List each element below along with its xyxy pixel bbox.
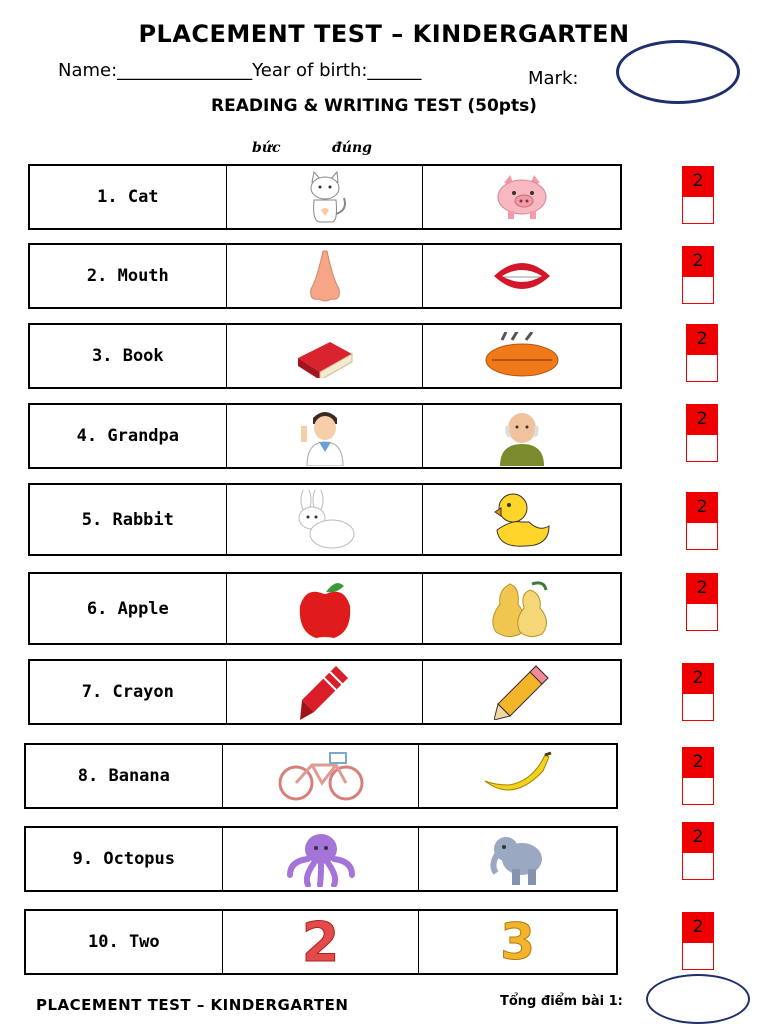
score-value: 2 [682,166,714,196]
score-input[interactable] [686,434,718,462]
hint-wrong: bức [252,140,281,156]
banana-icon[interactable] [419,745,616,807]
number-three-picture: 3 [500,913,536,971]
name-birth-line: Name:_______________Year of birth:______ [58,60,422,81]
book-icon[interactable] [227,325,424,387]
score-input[interactable] [682,196,714,224]
score-input[interactable] [686,522,718,550]
mouth-icon[interactable] [423,245,620,307]
score-input[interactable] [682,276,714,304]
apple-icon[interactable] [227,574,424,643]
score-box-4 [686,404,718,462]
mark-oval [616,40,740,104]
rabbit-icon[interactable] [227,485,424,554]
score-box-5 [686,492,718,550]
score-input[interactable] [682,852,714,880]
question-row-7 [28,659,622,725]
score-value: 2 [682,912,714,942]
question-row-6 [28,572,622,645]
page-title: PLACEMENT TEST – KINDERGARTEN [138,20,630,48]
score-value: 2 [682,822,714,852]
question-row-10 [24,909,618,975]
score-box-10 [682,912,714,970]
score-value: 2 [682,663,714,693]
score-box-7 [682,663,714,721]
score-value: 2 [682,747,714,777]
score-box-6 [686,573,718,631]
score-box-8 [682,747,714,805]
score-value: 2 [686,324,718,354]
elephant-icon[interactable] [419,828,616,890]
pencil-icon[interactable] [423,661,620,723]
row-label: 5. Rabbit [81,509,174,530]
total-score-oval[interactable] [646,974,750,1024]
bicycle-icon[interactable] [223,745,420,807]
score-value: 2 [686,404,718,434]
score-value: 2 [682,246,714,276]
score-box-9 [682,822,714,880]
question-row-5 [28,483,622,556]
pig-icon[interactable] [423,166,620,228]
row-label: 2. Mouth [86,266,169,286]
cat-icon[interactable] [227,166,424,228]
number-two-picture: 2 [301,910,340,974]
question-row-3 [28,323,622,389]
doctor-icon[interactable] [227,405,424,467]
score-input[interactable] [682,693,714,721]
pencil-case-icon[interactable] [423,325,620,387]
mark-label: Mark: [528,68,579,89]
score-value: 2 [686,573,718,603]
row-label: 1. Cat [97,187,159,207]
row-label: 7. Crayon [81,682,174,702]
nose-icon[interactable] [227,245,424,307]
row-label: 4. Grandpa [76,426,180,446]
footer-title: PLACEMENT TEST – KINDERGARTEN [36,996,349,1014]
octopus-icon[interactable] [223,828,420,890]
total-score-label: Tổng điểm bài 1: [500,994,623,1009]
question-row-9 [24,826,618,892]
hint-right: đúng [332,140,372,156]
row-label: 6. Apple [86,598,169,619]
score-input[interactable] [682,777,714,805]
score-input[interactable] [686,603,718,631]
crayon-icon[interactable] [227,661,424,723]
score-box-3 [686,324,718,382]
row-label: 10. Two [88,932,160,952]
number-two-icon[interactable] [223,911,420,973]
question-row-4 [28,403,622,469]
question-row-8 [24,743,618,809]
pear-icon[interactable] [423,574,620,643]
score-input[interactable] [686,354,718,382]
score-value: 2 [686,492,718,522]
row-label: 9. Octopus [72,849,176,869]
test-subtitle: READING & WRITING TEST (50pts) [211,96,537,116]
question-row-1 [28,164,622,230]
number-three-icon[interactable] [419,911,616,973]
question-row-2 [28,243,622,309]
grandpa-icon[interactable] [423,405,620,467]
score-box-1 [682,166,714,224]
score-box-2 [682,246,714,304]
duck-icon[interactable] [423,485,620,554]
row-label: 8. Banana [77,766,170,786]
row-label: 3. Book [92,346,164,366]
score-input[interactable] [682,942,714,970]
